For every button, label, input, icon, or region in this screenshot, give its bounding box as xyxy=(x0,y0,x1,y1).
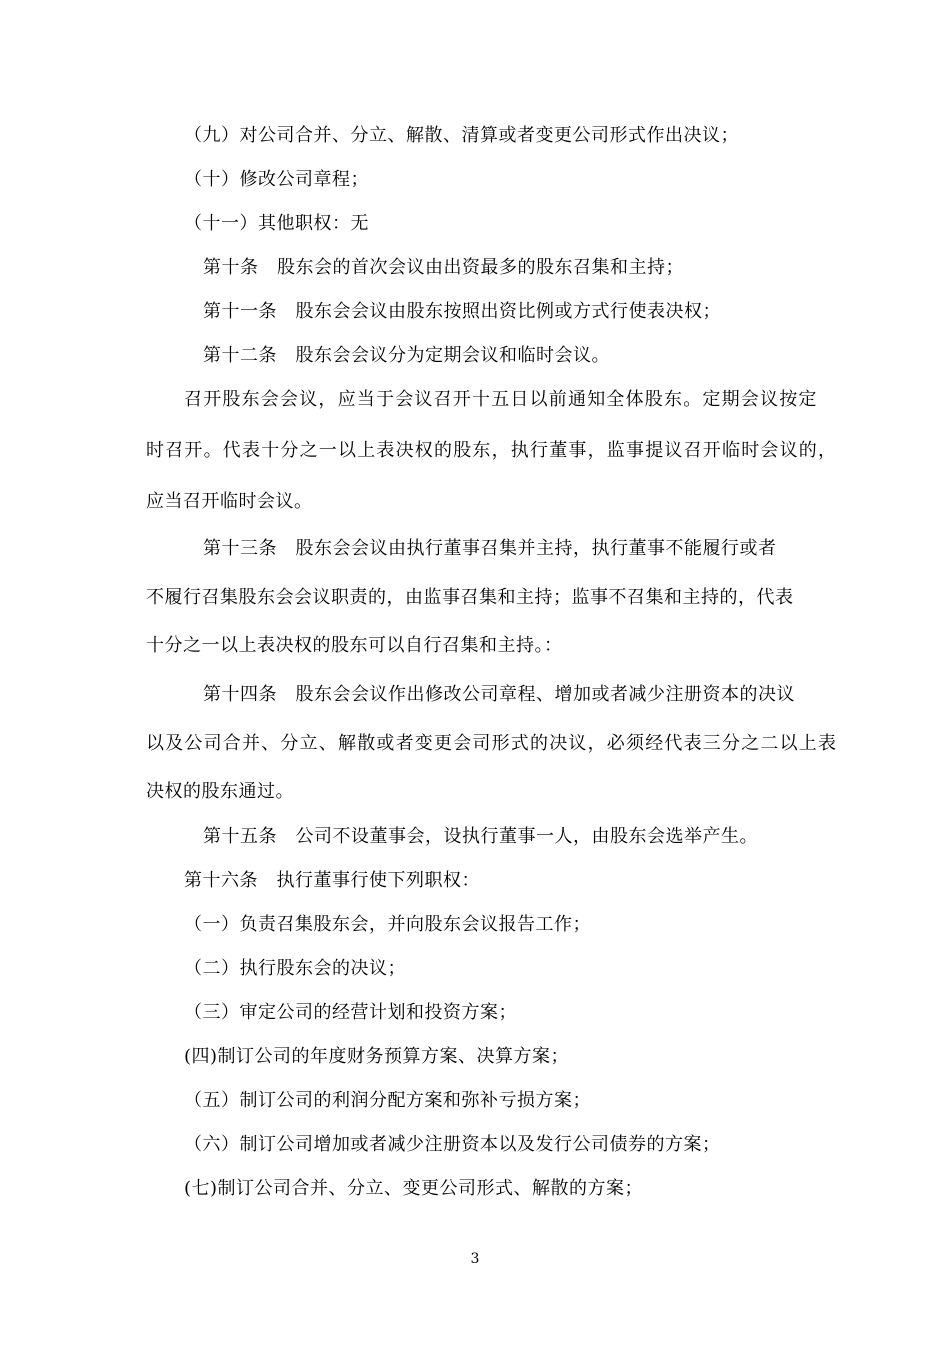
text-line: 第十三条 股东会会议由执行董事召集并主持，执行董事不能履行或者 xyxy=(203,538,777,559)
text-line: 第十五条 公司不设董事会，设执行董事一人，由股东会选举产生。 xyxy=(203,826,758,847)
text-line: 应当召开临时会议。 xyxy=(146,491,313,512)
text-line: 十分之一以上表决权的股东可以自行召集和主持。： xyxy=(146,635,563,656)
text-line: （九）对公司合并、分立、解散、清算或者变更公司形式作出决议； xyxy=(184,125,739,146)
text-line: 召开股东会会议，应当于会议召开十五日以前通知全体股东。定期会议按定 xyxy=(184,389,818,410)
text-line: 以及公司合并、分立、解散或者变更会司形式的决议，必须经代表三分之二以上表 xyxy=(146,733,838,754)
text-line: （二）执行股东会的决议； xyxy=(184,958,406,979)
text-line: （一）负责召集股东会，并向股东会议报告工作； xyxy=(184,914,591,935)
text-line: 第十四条 股东会会议作出修改公司章程、增加或者减少注册资本的决议 xyxy=(203,684,795,705)
text-line: 第十一条 股东会会议由股东按照出资比例或方式行使表决权； xyxy=(203,301,721,322)
text-line: 第十六条 执行董事行使下列职权： xyxy=(184,870,480,891)
text-line: （十）修改公司章程； xyxy=(184,169,369,190)
text-line: （五）制订公司的利润分配方案和弥补亏损方案； xyxy=(184,1090,591,1111)
text-line: 第十条 股东会的首次会议由出资最多的股东召集和主持； xyxy=(203,257,684,278)
text-line: (四)制订公司的年度财务预算方案、决算方案； xyxy=(184,1046,570,1067)
text-line: 第十二条 股东会会议分为定期会议和临时会议。 xyxy=(203,345,610,366)
page-number: 3 xyxy=(470,1251,480,1267)
text-line: （三）审定公司的经营计划和投资方案； xyxy=(184,1002,517,1023)
text-line: 决权的股东通过。 xyxy=(146,781,294,802)
text-line: (七)制订公司合并、分立、变更公司形式、解散的方案； xyxy=(184,1178,644,1199)
text-line: （十一）其他职权：无 xyxy=(184,213,369,234)
text-line: 时召开。代表十分之一以上表决权的股东，执行董事，监事提议召开临时会议的， xyxy=(146,440,838,461)
text-line: 不履行召集股东会会议职责的，由监事召集和主持；监事不召集和主持的，代表 xyxy=(146,587,794,608)
text-line: （六）制订公司增加或者减少注册资本以及发行公司债券的方案； xyxy=(184,1134,721,1155)
